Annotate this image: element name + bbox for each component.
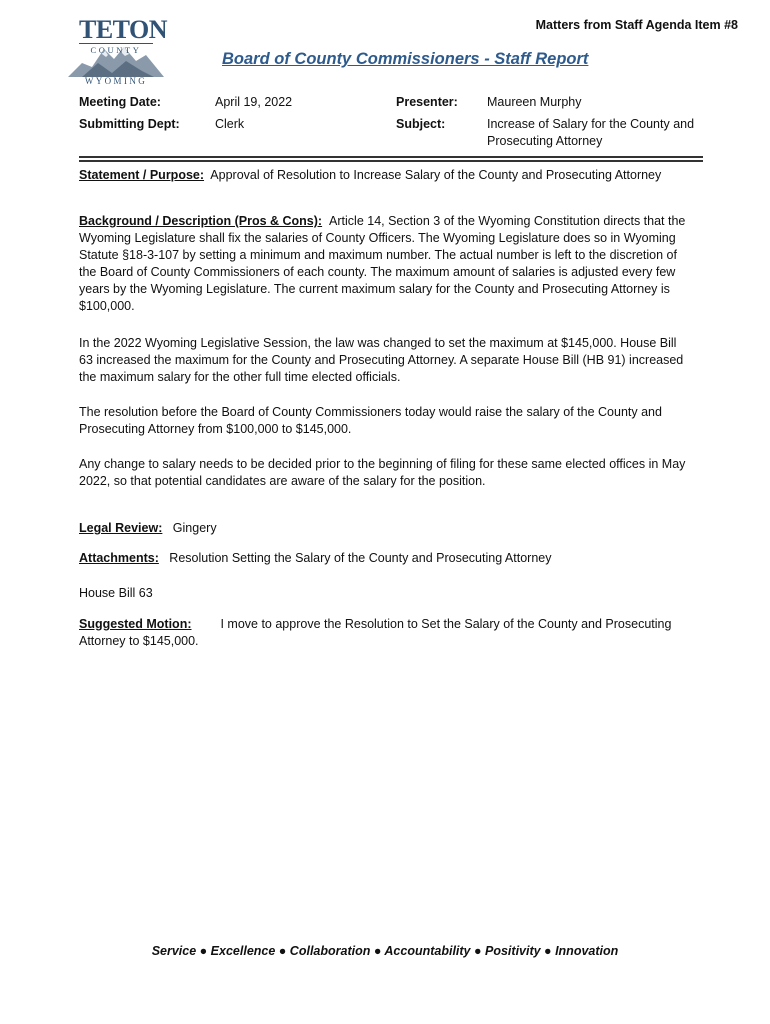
background-line: $100,000. (79, 299, 135, 313)
paragraph-line: 2022, so that potential candidates are aware of the salary for the position. (79, 474, 486, 488)
submitting-dept-label: Submitting Dept: (79, 117, 180, 131)
background-line: Statute §18-3-107 by setting a minimum and maximum number. The actual number is left to the discretion of (79, 248, 677, 262)
background-label: Background / Description (Pros & Cons): (79, 214, 323, 228)
logo-text-teton: TETON (79, 15, 168, 44)
background-line: years by the Wyoming Legislature. The current maximum salary for the County and Prosecuting Attorney is (79, 282, 670, 296)
subject-value-line2: Prosecuting Attorney (487, 134, 603, 148)
agenda-item-label: Matters from Staff Agenda Item #8 (535, 18, 738, 32)
attachments (79, 550, 703, 567)
filing-deadline-paragraph (79, 456, 703, 490)
teton-county-logo (68, 15, 168, 87)
paragraph-line: Prosecuting Attorney from $100,000 to $145,000. (79, 422, 352, 436)
statement-label: Statement / Purpose: (79, 168, 205, 182)
background-line: Wyoming Legislature shall fix the salaries of County Officers. The Wyoming Legislature does so in Wyoming (79, 231, 676, 245)
meeting-date-label: Meeting Date: (79, 95, 161, 109)
divider-bottom (79, 160, 703, 162)
paragraph-line: In the 2022 Wyoming Legislative Session, the law was changed to set the maximum at $145,000. House Bill (79, 336, 677, 350)
attachment-resolution: Resolution Setting the Salary of the County and Prosecuting Attorney (169, 551, 552, 565)
submitting-dept-value: Clerk (215, 117, 245, 131)
attachments-label: Attachments: (79, 551, 159, 565)
resolution-paragraph (79, 404, 703, 438)
legal-review-value: Gingery (172, 521, 217, 535)
logo-text-wyoming: WYOMING (84, 76, 148, 86)
footer-values: Service ● Excellence ● Collaboration ● Accountability ● Positivity ● Innovation (151, 944, 619, 958)
suggested-motion-text: I move to approve the Resolution to Set the Salary of the County and Prosecuting (220, 617, 672, 631)
paragraph-line: Any change to salary needs to be decided prior to the beginning of filing for these same elected offices in May (79, 457, 686, 471)
suggested-motion (79, 616, 703, 650)
presenter-value: Maureen Murphy (487, 95, 582, 109)
legal-review-label: Legal Review: (79, 521, 163, 535)
statement-text: Approval of Resolution to Increase Salary of the County and Prosecuting Attorney (210, 168, 662, 182)
attachment-house-bill: House Bill 63 (79, 586, 153, 600)
divider-top (79, 156, 703, 158)
background-line: the Board of County Commissioners of each county. The maximum amount of salaries is adjusted every few (79, 265, 676, 279)
legal-review (79, 520, 703, 537)
report-title: Board of County Commissioners - Staff Report (222, 50, 589, 68)
legislative-session-paragraph (79, 335, 703, 386)
paragraph-line: 63 increased the maximum for the County and Prosecuting Attorney. A separate House Bill (HB 91) increased (79, 353, 684, 367)
suggested-motion-label: Suggested Motion: (79, 617, 192, 631)
subject-label: Subject: (396, 117, 446, 131)
paragraph-line: the maximum salary for the other full time elected officials. (79, 370, 401, 384)
subject-value-line1: Increase of Salary for the County and (487, 117, 695, 131)
suggested-motion-text: Attorney to $145,000. (79, 634, 199, 648)
presenter-label: Presenter: (396, 95, 458, 109)
statement-purpose (79, 167, 703, 184)
logo-text-county: COUNTY (79, 43, 153, 56)
background-line: Article 14, Section 3 of the Wyoming Constitution directs that the (329, 214, 686, 228)
meeting-date-value: April 19, 2022 (215, 95, 293, 109)
paragraph-line: The resolution before the Board of County Commissioners today would raise the salary of the County and (79, 405, 662, 419)
background-section (79, 213, 703, 315)
